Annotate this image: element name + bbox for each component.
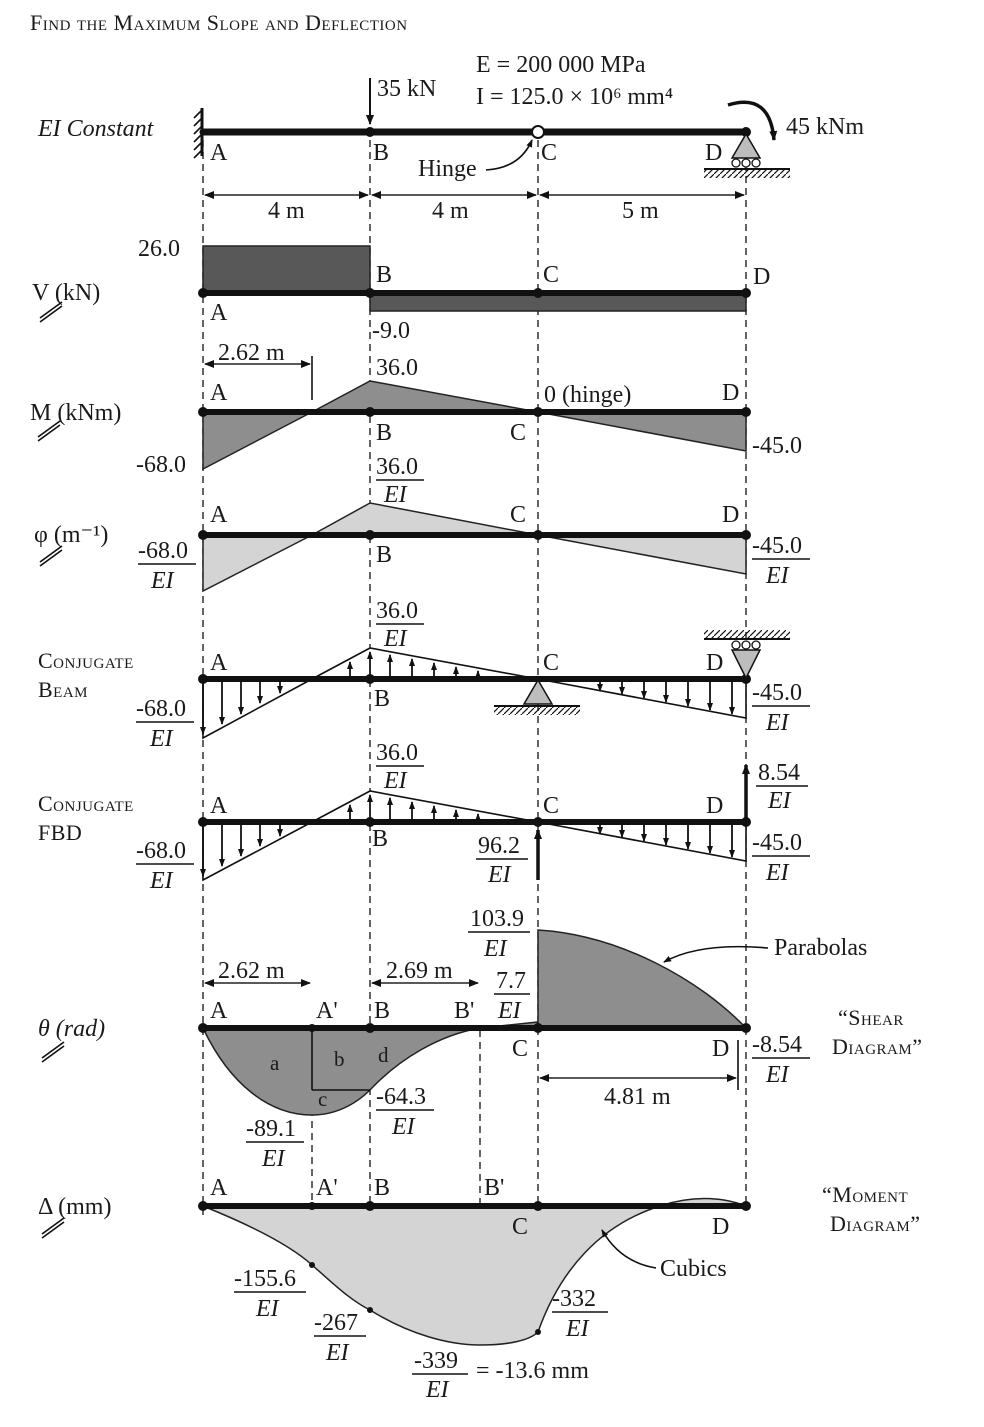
shear-axis-label: V (kN) — [32, 280, 101, 306]
moment-zero-dim: 2.62 m — [218, 340, 285, 366]
figure-title: Find the Maximum Slope and Deflection — [30, 10, 408, 35]
deflection-fraction-b — [314, 1310, 366, 1366]
deflection-axis-label: Δ (mm) — [38, 1194, 112, 1220]
parabolas-leader — [664, 947, 768, 962]
svg-text:EI: EI — [256, 1296, 279, 1322]
slope-fraction-c-bottom — [494, 968, 530, 1024]
svg-text:EI: EI — [426, 1377, 449, 1403]
reaction-c-fraction — [476, 833, 528, 888]
span-ab: 4 m — [268, 198, 305, 224]
conjugate-beam-point-d: D — [706, 650, 724, 676]
moment-point-b: B — [376, 420, 393, 446]
i-label: I = 125.0 × 10⁶ mm⁴ — [476, 84, 674, 110]
cubics-label: Cubics — [660, 1256, 727, 1282]
shear-diagram — [32, 236, 770, 344]
span-bc: 4 m — [432, 198, 469, 224]
deflection-point-c: C — [512, 1214, 529, 1240]
slope-fraction-max — [246, 1116, 304, 1172]
svg-text:EI: EI — [384, 626, 407, 652]
conjugate-fbd-point-d: D — [706, 793, 724, 819]
svg-text:103.9: 103.9 — [470, 906, 524, 932]
moment-region-pos-bc — [312, 381, 538, 412]
svg-text:EI: EI — [488, 862, 511, 888]
deflection-point-b: B — [374, 1175, 391, 1201]
moment-axis-label: M (kNm) — [30, 400, 122, 426]
curvature-fraction-a — [138, 538, 196, 594]
curvature-region-neg-cd — [538, 535, 746, 574]
conjugate-beam-point-c: C — [543, 650, 560, 676]
conjugate-beam — [38, 598, 810, 752]
curvature-point-d: D — [722, 502, 740, 528]
moment-value-b: 36.0 — [376, 355, 418, 381]
svg-text:EI: EI — [384, 482, 407, 508]
slope-fraction-c-top — [468, 906, 530, 962]
conjugate-fbd-fraction-b — [376, 740, 424, 794]
moment-value-d: -45.0 — [752, 433, 802, 459]
cubics-leader — [602, 1230, 656, 1268]
real-beam — [37, 52, 864, 224]
slope-region-a: a — [270, 1051, 280, 1075]
svg-text:36.0: 36.0 — [376, 740, 418, 766]
svg-text:-68.0: -68.0 — [136, 838, 186, 864]
conjugate-fbd-fraction-a — [136, 838, 194, 894]
parabolas-label: Parabolas — [774, 935, 868, 961]
svg-text:-45.0: -45.0 — [752, 830, 802, 856]
svg-text:-45.0: -45.0 — [752, 680, 802, 706]
moment-region-neg-ab — [203, 412, 312, 469]
curvature-axis-label: φ (m⁻¹) — [34, 522, 109, 548]
slope-region-b: b — [334, 1047, 345, 1071]
conjugate-beam-fraction-a — [136, 696, 194, 752]
shear-diagram-note-1: “Shear — [838, 1005, 904, 1030]
beam-point-b: B — [373, 140, 390, 166]
svg-text:-68.0: -68.0 — [138, 538, 188, 564]
moment-point-c: C — [510, 420, 527, 446]
curvature-region-neg-ab — [203, 535, 312, 591]
deflection-point-d: D — [712, 1214, 730, 1240]
slope-region-positive — [538, 930, 746, 1028]
shear-point-b: B — [376, 262, 393, 288]
svg-text:EI: EI — [766, 1062, 789, 1088]
svg-text:EI: EI — [498, 998, 521, 1024]
moment-value-c: 0 (hinge) — [544, 382, 632, 408]
deflection-point-a-prime: A' — [316, 1175, 338, 1201]
slope-point-a: A — [210, 998, 228, 1024]
reaction-d-fraction — [756, 760, 808, 814]
slope-dim-3: 4.81 m — [604, 1084, 671, 1110]
slope-fraction-d — [752, 1032, 810, 1088]
svg-text:EI: EI — [566, 1316, 589, 1342]
hinge-c — [532, 126, 544, 138]
svg-text:-89.1: -89.1 — [246, 1116, 296, 1142]
conjugate-beam-label-2: Beam — [38, 677, 89, 702]
hinge-leader — [486, 140, 532, 170]
moment-region-neg-cd — [538, 412, 746, 451]
ei-constant-label: EI Constant — [38, 116, 154, 142]
svg-text:-332: -332 — [552, 1286, 596, 1312]
deflection-diagram — [38, 1175, 921, 1403]
moment-point-d: D — [722, 380, 740, 406]
point-load-label: 35 kN — [377, 76, 437, 102]
svg-text:-45.0: -45.0 — [752, 533, 802, 559]
svg-text:-267: -267 — [314, 1310, 358, 1336]
deflection-point-a: A — [210, 1175, 228, 1201]
conjugate-beam-point-b: B — [374, 686, 391, 712]
conjugate-fbd-point-a: A — [210, 793, 228, 819]
slope-axis-label: θ (rad) — [38, 1016, 106, 1042]
slope-point-c: C — [512, 1036, 529, 1062]
moment-value-a: -68.0 — [136, 452, 186, 478]
svg-text:-64.3: -64.3 — [376, 1084, 426, 1110]
conjugate-beam-fraction-b — [376, 598, 424, 652]
span-cd: 5 m — [622, 198, 659, 224]
shear-region-ab — [203, 246, 370, 293]
curvature-point-c: C — [510, 502, 527, 528]
slope-point-a-prime: A' — [316, 998, 338, 1024]
deflection-fraction-c — [552, 1286, 608, 1342]
svg-text:EI: EI — [768, 788, 791, 814]
svg-text:EI: EI — [766, 860, 789, 886]
svg-text:EI: EI — [392, 1114, 415, 1140]
svg-text:36.0: 36.0 — [376, 598, 418, 624]
deflection-fraction-a-prime — [234, 1266, 306, 1322]
svg-text:-155.6: -155.6 — [234, 1266, 296, 1292]
svg-text:EI: EI — [766, 563, 789, 589]
svg-text:-68.0: -68.0 — [136, 696, 186, 722]
svg-text:-8.54: -8.54 — [752, 1032, 802, 1058]
moment-load-label: 45 kNm — [786, 114, 864, 140]
svg-text:EI: EI — [766, 710, 789, 736]
beam-point-d: D — [705, 140, 723, 166]
slope-point-d: D — [712, 1036, 730, 1062]
deflection-point-b-prime: B' — [484, 1175, 505, 1201]
moment-point-a: A — [210, 380, 228, 406]
conjugate-fbd-point-b: B — [372, 826, 389, 852]
moment-diagram-note-2: Diagram” — [830, 1211, 921, 1236]
beam-point-c: C — [541, 140, 558, 166]
svg-text:EI: EI — [384, 768, 407, 794]
beam-point-a: A — [210, 140, 228, 166]
slope-fraction-b — [376, 1084, 434, 1140]
deflection-max-result: = -13.6 mm — [476, 1358, 589, 1384]
e-label: E = 200 000 MPa — [476, 52, 646, 78]
conjugate-fbd-fraction-d — [752, 830, 810, 886]
curvature-region-pos-bc — [312, 503, 538, 535]
svg-text:EI: EI — [326, 1340, 349, 1366]
svg-text:EI: EI — [150, 868, 173, 894]
svg-text:EI: EI — [150, 726, 173, 752]
conjugate-fbd-label-1: Conjugate — [38, 791, 134, 816]
curvature-fraction-d — [752, 533, 810, 589]
shear-diagram-note-2: Diagram” — [832, 1034, 923, 1059]
shear-point-d: D — [753, 264, 771, 290]
shear-value-min: -9.0 — [372, 318, 410, 344]
svg-text:EI: EI — [262, 1146, 285, 1172]
shear-point-c: C — [543, 262, 560, 288]
deflection-fraction-max — [412, 1348, 468, 1403]
slope-point-b: B — [374, 998, 391, 1024]
svg-text:8.54: 8.54 — [758, 760, 800, 786]
moment-diagram-note-1: “Moment — [822, 1182, 909, 1207]
svg-text:EI: EI — [151, 568, 174, 594]
curvature-point-b: B — [376, 542, 393, 568]
shear-value-max: 26.0 — [138, 236, 180, 262]
slope-dim-2: 2.69 m — [386, 958, 453, 984]
conjugate-fbd — [38, 740, 810, 894]
slope-point-b-prime: B' — [454, 998, 475, 1024]
conjugate-fbd-label-2: FBD — [38, 820, 83, 845]
svg-text:7.7: 7.7 — [496, 968, 526, 994]
slope-region-d: d — [378, 1043, 389, 1067]
conjugate-beam-label-1: Conjugate — [38, 648, 134, 673]
svg-text:-339: -339 — [414, 1348, 458, 1374]
joint-b — [365, 127, 375, 137]
svg-text:36.0: 36.0 — [376, 454, 418, 480]
curvature-point-a: A — [210, 502, 228, 528]
svg-text:96.2: 96.2 — [478, 833, 520, 859]
conjugate-beam-fraction-d — [752, 680, 810, 736]
slope-region-c: c — [318, 1087, 328, 1111]
conjugate-beam-point-a: A — [210, 650, 228, 676]
conjugate-fbd-point-c: C — [543, 793, 560, 819]
curvature-fraction-b — [376, 454, 424, 508]
slope-dim-1: 2.62 m — [218, 958, 285, 984]
hinge-label: Hinge — [418, 156, 477, 182]
svg-text:EI: EI — [484, 936, 507, 962]
shear-point-a: A — [210, 300, 228, 326]
